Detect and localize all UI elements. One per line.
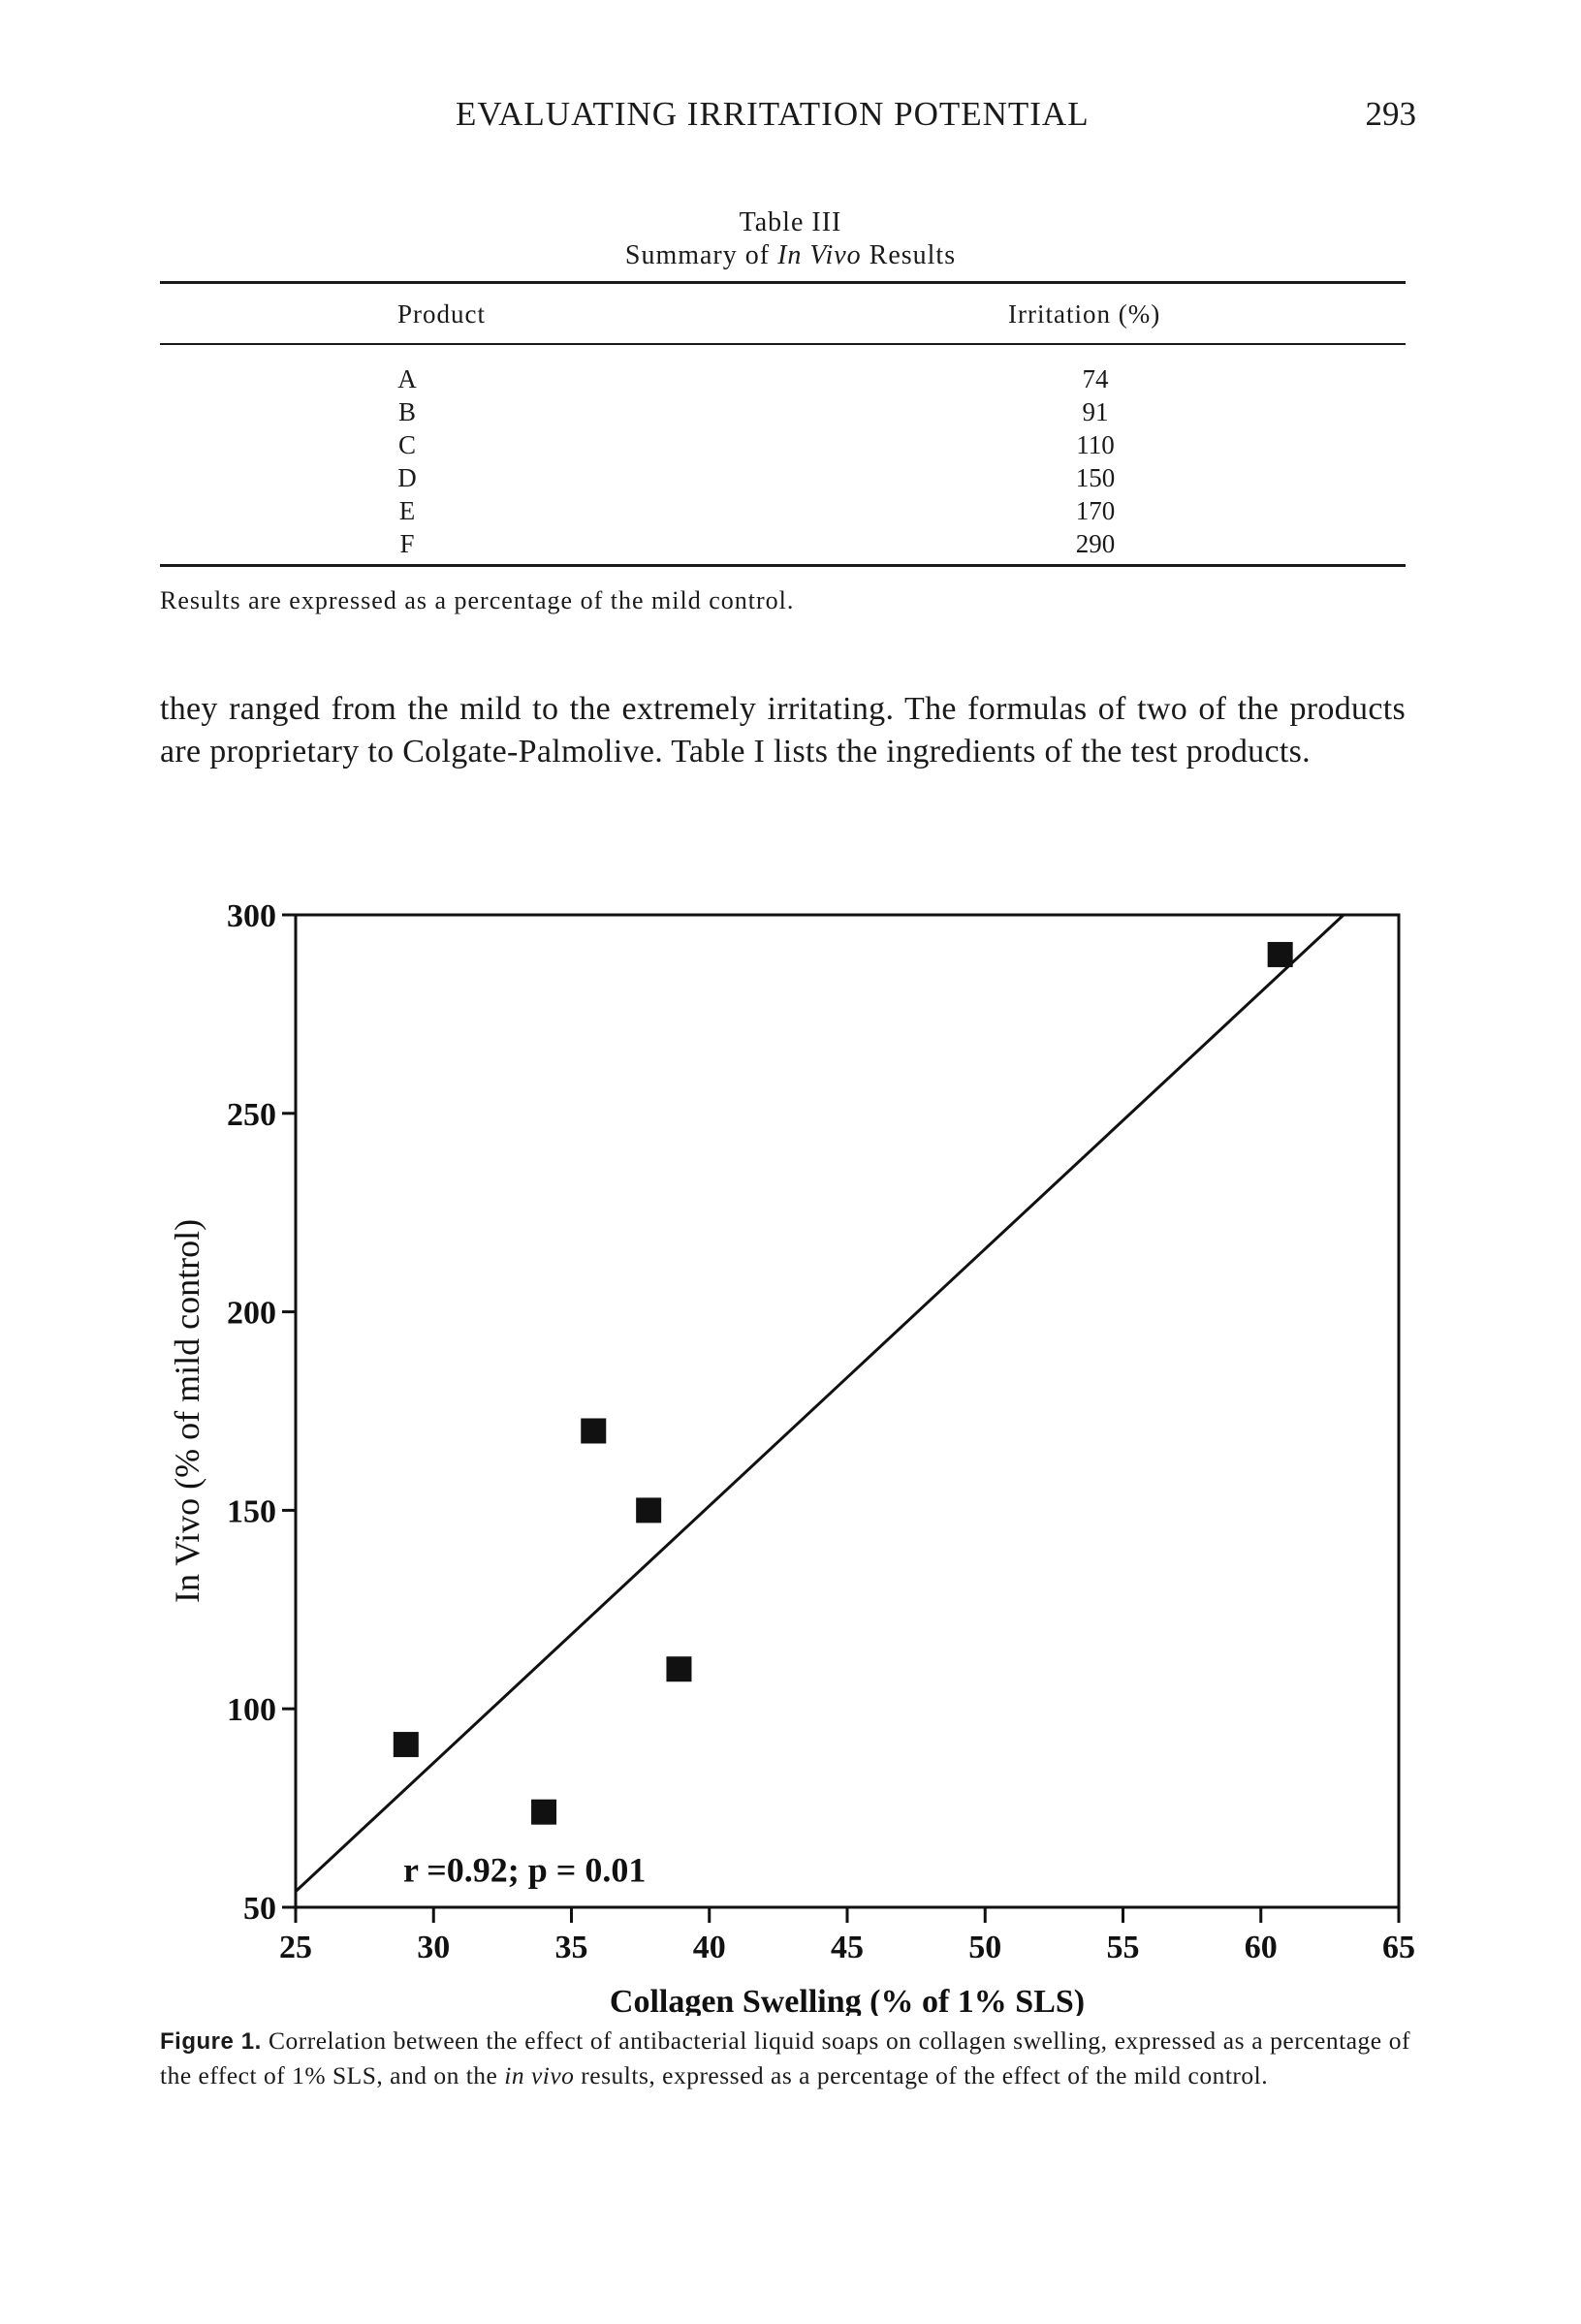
x-tick-label: 65	[1382, 1930, 1415, 1965]
data-point	[531, 1800, 556, 1825]
table-cell-irritation: 170	[1075, 496, 1116, 525]
data-point	[636, 1497, 661, 1523]
body-paragraph: they ranged from the mild to the extremely irritating. The formulas of two of the products are proprietary to Colgate-Palmolive. Table I lists the ingredients of the test products.	[160, 691, 1406, 769]
table-cell-irritation: 290	[1075, 529, 1116, 558]
y-tick-label: 100	[227, 1692, 276, 1729]
caption-text-post: results, expressed as a percentage of the effect of the mild control.	[574, 2061, 1269, 2089]
table-cell-product: D	[397, 463, 417, 492]
running-title: EVALUATING IRRITATION POTENTIAL	[456, 95, 1090, 133]
caption-text-pre: Correlation between the effect of antibacterial liquid soaps on collagen swelling, expressed as a percentage of the effect of 1% SLS, and on the	[160, 2026, 1410, 2089]
x-tick-label: 50	[968, 1930, 1002, 1965]
table-cell-product: F	[399, 529, 415, 558]
x-tick-label: 55	[1106, 1930, 1140, 1965]
table-cell-irritation: 91	[1082, 397, 1109, 426]
table-subtitle-italic: In Vivo	[777, 240, 862, 270]
x-tick-label: 40	[692, 1930, 726, 1965]
figure-caption	[160, 2024, 1410, 2092]
y-tick-label: 250	[227, 1096, 276, 1133]
x-tick-label: 30	[417, 1930, 451, 1965]
data-point	[581, 1418, 606, 1443]
page-number: 293	[1365, 95, 1416, 133]
table-cell-product: B	[397, 397, 416, 426]
table-cell-product: E	[398, 496, 416, 525]
correlation-annotation: r =0.92; p = 0.01	[402, 1850, 647, 1890]
y-tick-label: 300	[227, 898, 276, 934]
x-axis-title: Collagen Swelling (% of 1% SLS)	[609, 1984, 1086, 2016]
table-cell-irritation: 74	[1082, 364, 1109, 393]
x-tick-label: 35	[554, 1930, 588, 1965]
plot-frame	[296, 915, 1399, 1907]
x-tick-label: 25	[279, 1930, 312, 1965]
y-tick-label: 150	[227, 1493, 276, 1530]
data-point	[1268, 942, 1293, 967]
regression-line	[296, 915, 1344, 1892]
table-title: Table III	[739, 207, 842, 237]
table-header-irritation: Irritation (%)	[1008, 299, 1161, 329]
x-tick-label: 45	[831, 1930, 864, 1965]
table-note: Results are expressed as a percentage of the mild control.	[160, 586, 795, 614]
table-cell-irritation: 110	[1076, 430, 1115, 459]
caption-text-italic: in vivo	[504, 2061, 575, 2089]
table-cell-irritation: 150	[1075, 463, 1116, 492]
figure-label: Figure 1.	[160, 2028, 262, 2055]
table-cell-product: C	[397, 430, 416, 459]
table-cell-product: A	[397, 364, 417, 393]
data-point	[394, 1732, 419, 1757]
y-axis-title: In Vivo (% of mild control)	[168, 1218, 206, 1604]
data-point	[666, 1656, 691, 1681]
y-tick-label: 200	[227, 1295, 276, 1332]
table-subtitle-pre: Summary of	[624, 240, 778, 270]
table-header-product: Product	[397, 299, 486, 329]
table-subtitle-post: Results	[861, 240, 957, 270]
y-tick-label: 50	[243, 1891, 276, 1927]
x-tick-label: 60	[1244, 1930, 1278, 1965]
